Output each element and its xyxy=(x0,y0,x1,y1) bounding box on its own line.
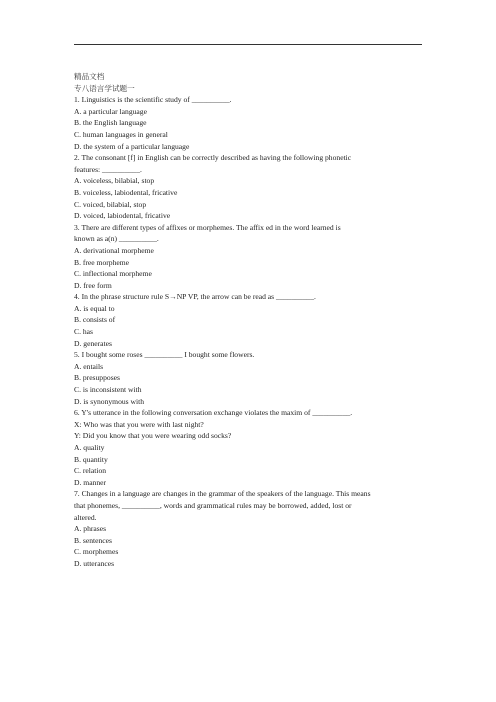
answer-option: C. relation xyxy=(74,466,107,476)
text-line: known as a(n) __________. xyxy=(74,234,159,244)
answer-option: A. quality xyxy=(74,443,105,452)
answer-option: B. quantity xyxy=(74,454,108,464)
answer-option: D. utterances xyxy=(74,558,115,568)
answer-option: A. phrases xyxy=(74,524,107,534)
answer-option: B. sentences xyxy=(74,535,112,545)
answer-option: D. generates xyxy=(74,338,112,348)
text-line: X: Who was that you were with last night? xyxy=(74,419,204,429)
answer-option: D. free form xyxy=(74,280,112,290)
question-text: 4. In the phrase structure rule S→NP VP, the arrow can be read as __________. xyxy=(74,292,316,302)
question-text: 5. I bought some roses __________ I bought some flowers. xyxy=(74,350,255,360)
answer-option: A. entails xyxy=(74,361,104,371)
document-body xyxy=(74,71,424,570)
answer-option: D. the system of a particular language xyxy=(74,141,190,151)
answer-option: A. a particular language xyxy=(74,106,147,116)
text-line: Y: Did you know that you were wearing odd socks? xyxy=(74,431,232,441)
answer-option: C. is inconsistent with xyxy=(74,385,142,395)
answer-option: D. voiced, labiodental, fricative xyxy=(74,211,171,221)
answer-option: C. has xyxy=(74,327,93,337)
answer-option: B. voiceless, labiodental, fricative xyxy=(74,187,178,197)
question-text: 2. The consonant [f] in English can be correctly described as having the following phonetic xyxy=(74,153,352,163)
question-list xyxy=(74,94,424,569)
header-rule xyxy=(74,44,422,45)
answer-option: D. manner xyxy=(74,477,107,487)
answer-option: B. the English language xyxy=(74,118,147,128)
text-line: altered. xyxy=(74,512,97,522)
question-text: 7. Changes in a language are changes in the grammar of the speakers of the language. This means xyxy=(74,489,371,499)
answer-option: A. is equal to xyxy=(74,303,115,313)
answer-option: C. inflectional morpheme xyxy=(74,269,152,279)
answer-option: C. human languages in general xyxy=(74,129,168,139)
exam-title: 专八语言学试题一 xyxy=(74,83,135,93)
text-line: features: __________. xyxy=(74,164,142,174)
answer-option: B. consists of xyxy=(74,315,116,325)
answer-option: C. morphemes xyxy=(74,547,119,557)
answer-option: A. derivational morpheme xyxy=(74,245,154,255)
answer-option: B. free morpheme xyxy=(74,257,130,267)
question-text: 3. There are different types of affixes or morphemes. The affix ed in the word learned is xyxy=(74,222,341,232)
answer-option: A. voiceless, bilabial, stop xyxy=(74,176,155,186)
answer-option: C. voiced, bilabial, stop xyxy=(74,199,147,209)
text-line: that phonemes, __________, words and grammatical rules may be borrowed, added, lost or xyxy=(74,500,352,510)
question-text: 1. Linguistics is the scientific study of __________. xyxy=(74,95,232,105)
answer-option: B. presupposes xyxy=(74,373,120,383)
question-text: 6. Y's utterance in the following conversation exchange violates the maxim of __________. xyxy=(74,408,353,418)
answer-option: D. is synonymous with xyxy=(74,396,145,406)
header-label: 精品文档 xyxy=(74,72,105,81)
